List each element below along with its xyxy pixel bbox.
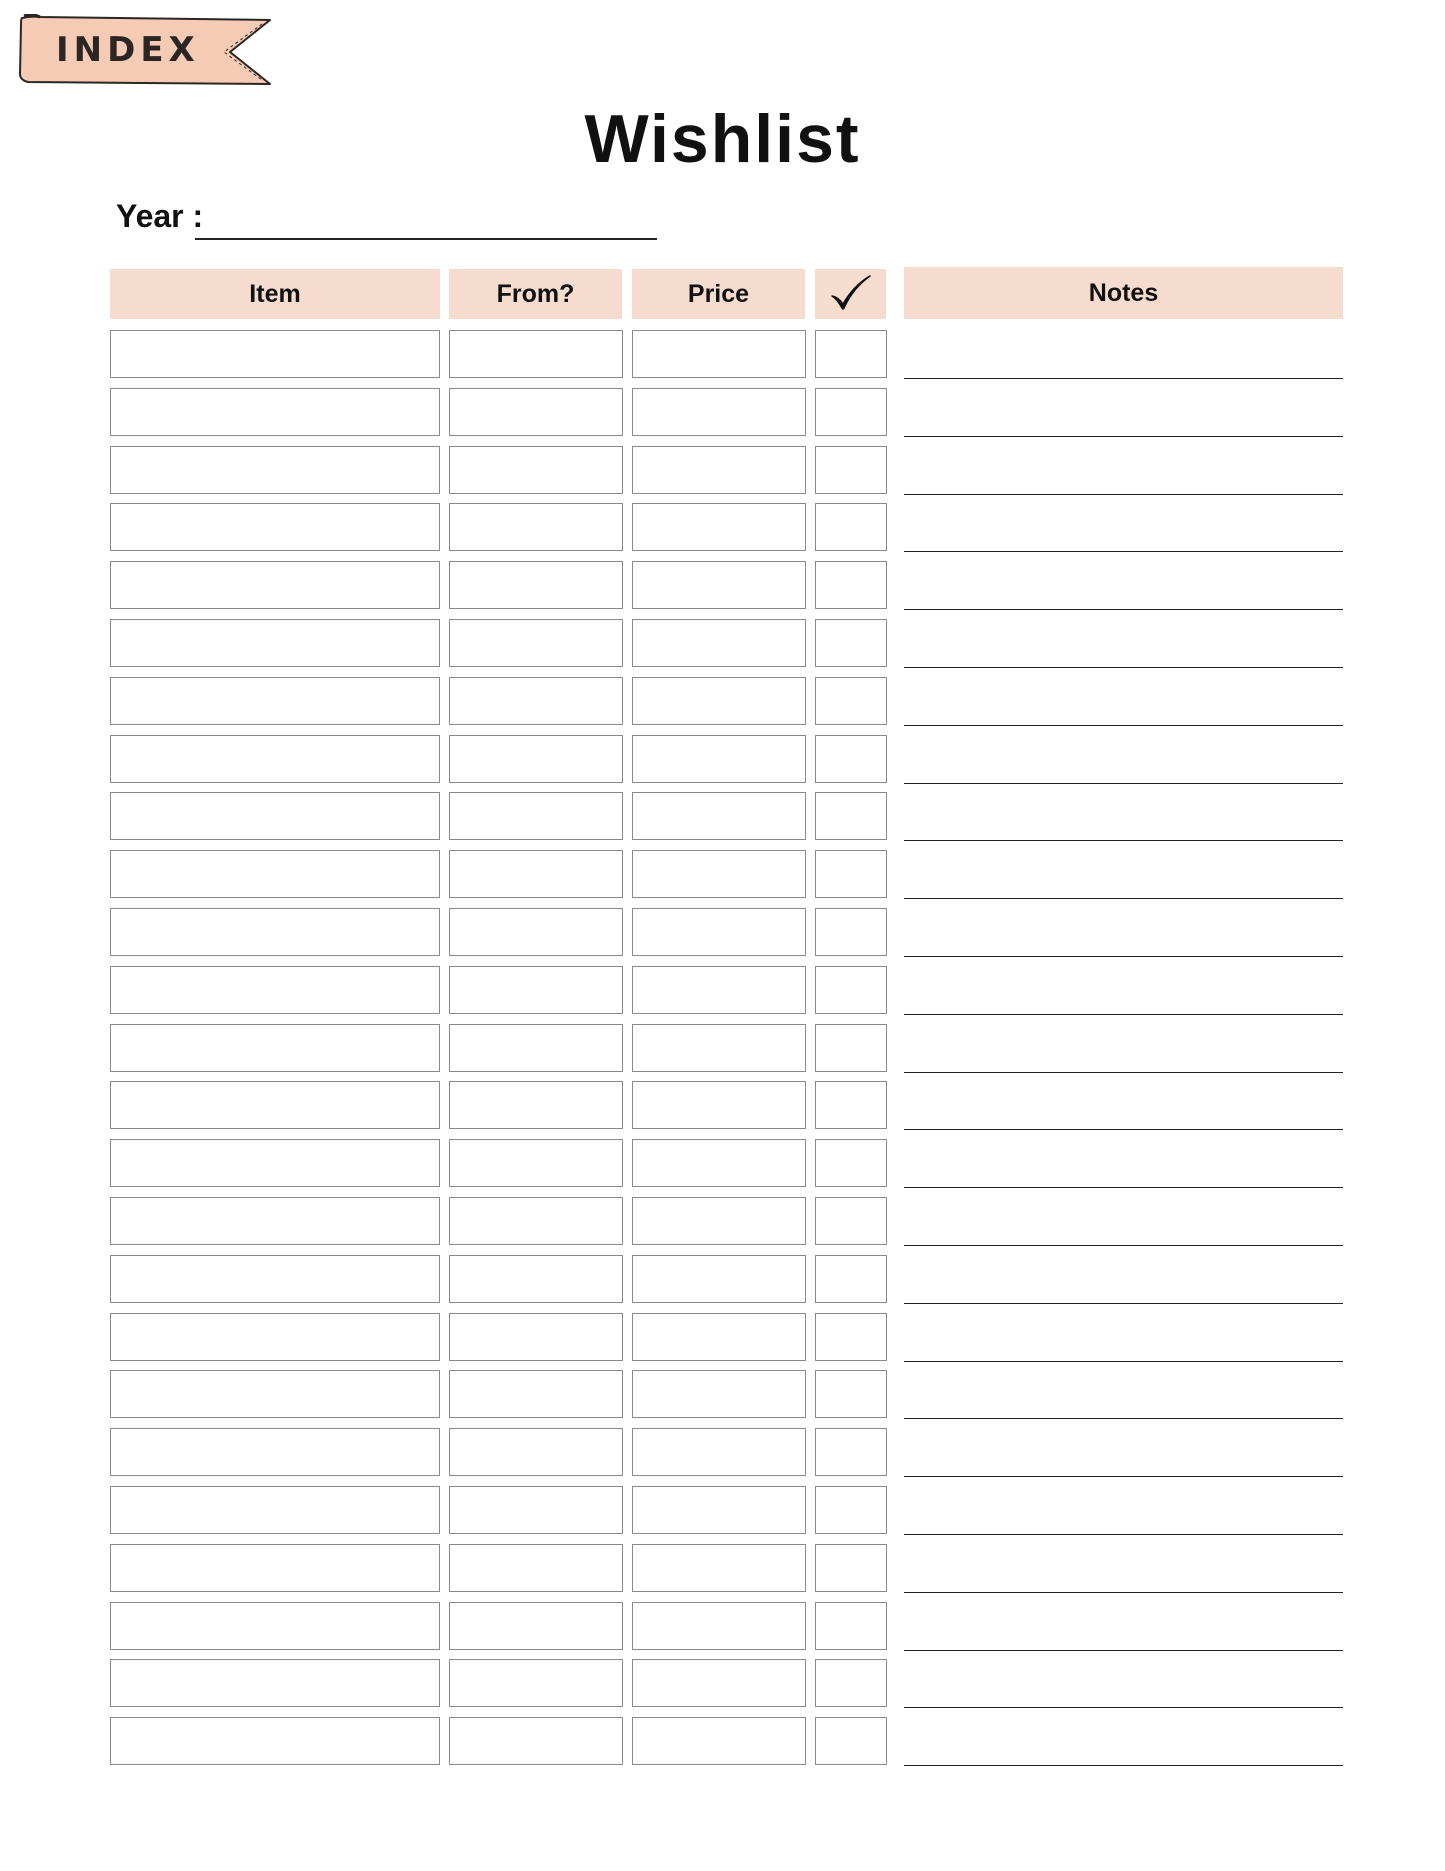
price-cell[interactable] [632,792,806,840]
check-cell[interactable] [815,792,887,840]
index-label: INDEX [56,30,200,70]
note-line[interactable] [904,783,1343,784]
from-cell[interactable] [449,330,623,378]
table-row [0,1024,1445,1074]
from-cell[interactable] [449,792,623,840]
from-cell[interactable] [449,1486,623,1534]
item-cell[interactable] [110,1428,440,1476]
check-cell[interactable] [815,446,887,494]
year-label: Year : [116,198,204,234]
table-row [0,735,1445,785]
price-cell[interactable] [632,1081,806,1129]
item-cell[interactable] [110,1659,440,1707]
table-row [0,330,1445,380]
note-line[interactable] [904,1361,1343,1362]
table-row [0,1313,1445,1363]
check-cell[interactable] [815,330,887,378]
item-cell[interactable] [110,1717,440,1765]
price-cell[interactable] [632,1139,806,1187]
item-cell[interactable] [110,908,440,956]
note-line[interactable] [904,840,1343,841]
from-cell[interactable] [449,1428,623,1476]
price-cell[interactable] [632,1659,806,1707]
price-cell[interactable] [632,561,806,609]
note-line[interactable] [904,1534,1343,1535]
table-row [0,1659,1445,1709]
note-line[interactable] [904,378,1343,379]
note-line[interactable] [904,1418,1343,1419]
table-row [0,1486,1445,1536]
note-line[interactable] [904,1245,1343,1246]
table-row [0,1544,1445,1594]
from-cell[interactable] [449,619,623,667]
from-cell[interactable] [449,1024,623,1072]
check-cell[interactable] [815,1428,887,1476]
item-cell[interactable] [110,966,440,1014]
check-cell[interactable] [815,1717,887,1765]
check-cell[interactable] [815,1370,887,1418]
price-cell[interactable] [632,503,806,551]
price-cell[interactable] [632,388,806,436]
item-cell[interactable] [110,1197,440,1245]
note-line[interactable] [904,667,1343,668]
price-cell[interactable] [632,446,806,494]
check-cell[interactable] [815,1659,887,1707]
item-cell[interactable] [110,792,440,840]
table-row [0,1428,1445,1478]
note-line[interactable] [904,1650,1343,1651]
note-line[interactable] [904,1129,1343,1130]
from-cell[interactable] [449,561,623,609]
price-cell[interactable] [632,1370,806,1418]
from-cell[interactable] [449,388,623,436]
from-cell[interactable] [449,850,623,898]
table-row [0,966,1445,1016]
table-row [0,1717,1445,1767]
item-cell[interactable] [110,1255,440,1303]
from-cell[interactable] [449,966,623,1014]
check-cell[interactable] [815,966,887,1014]
check-cell[interactable] [815,1486,887,1534]
note-line[interactable] [904,1476,1343,1477]
price-cell[interactable] [632,1602,806,1650]
check-cell[interactable] [815,1544,887,1592]
check-cell[interactable] [815,388,887,436]
from-cell[interactable] [449,1659,623,1707]
item-cell[interactable] [110,850,440,898]
item-cell[interactable] [110,561,440,609]
item-cell[interactable] [110,1602,440,1650]
from-cell[interactable] [449,1197,623,1245]
check-cell[interactable] [815,561,887,609]
item-cell[interactable] [110,1024,440,1072]
table-row [0,1255,1445,1305]
from-cell[interactable] [449,908,623,956]
from-cell[interactable] [449,446,623,494]
check-cell[interactable] [815,619,887,667]
item-cell[interactable] [110,1370,440,1418]
price-cell[interactable] [632,966,806,1014]
note-line[interactable] [904,1072,1343,1073]
price-cell[interactable] [632,1024,806,1072]
from-cell[interactable] [449,1081,623,1129]
check-cell[interactable] [815,1024,887,1072]
from-cell[interactable] [449,735,623,783]
table-row [0,619,1445,669]
header-notes-label: Notes [1088,278,1159,307]
table-row [0,850,1445,900]
item-cell[interactable] [110,1081,440,1129]
check-cell[interactable] [815,677,887,725]
note-line[interactable] [904,1707,1343,1708]
item-cell[interactable] [110,1313,440,1361]
item-cell[interactable] [110,735,440,783]
note-line[interactable] [904,609,1343,610]
price-cell[interactable] [632,330,806,378]
table-row [0,677,1445,727]
from-cell[interactable] [449,1717,623,1765]
check-cell[interactable] [815,1313,887,1361]
item-cell[interactable] [110,677,440,725]
price-cell[interactable] [632,677,806,725]
table-row [0,1602,1445,1652]
table-row [0,446,1445,496]
price-cell[interactable] [632,1428,806,1476]
check-cell[interactable] [815,1197,887,1245]
item-cell[interactable] [110,503,440,551]
page-title: Wishlist [584,101,861,177]
item-cell[interactable] [110,388,440,436]
check-cell[interactable] [815,1139,887,1187]
header-price-label: Price [687,279,750,308]
check-cell[interactable] [815,850,887,898]
check-cell[interactable] [815,1081,887,1129]
note-line[interactable] [904,1592,1343,1593]
item-cell[interactable] [110,1544,440,1592]
note-line[interactable] [904,551,1343,552]
header-item-label: Item [249,279,301,308]
table-row [0,503,1445,553]
table-row [0,1139,1445,1189]
note-line[interactable] [904,494,1343,495]
from-cell[interactable] [449,1313,623,1361]
table-row [0,908,1445,958]
from-cell[interactable] [449,677,623,725]
item-cell[interactable] [110,1486,440,1534]
from-cell[interactable] [449,503,623,551]
price-cell[interactable] [632,1255,806,1303]
table-row [0,388,1445,438]
check-cell[interactable] [815,503,887,551]
note-line[interactable] [904,1765,1343,1766]
price-cell[interactable] [632,1313,806,1361]
from-cell[interactable] [449,1255,623,1303]
item-cell[interactable] [110,446,440,494]
note-line[interactable] [904,725,1343,726]
table-row [0,792,1445,842]
price-cell[interactable] [632,619,806,667]
table-row [0,1197,1445,1247]
note-line[interactable] [904,1187,1343,1188]
price-cell[interactable] [632,735,806,783]
from-cell[interactable] [449,1370,623,1418]
from-cell[interactable] [449,1602,623,1650]
check-cell[interactable] [815,1255,887,1303]
price-cell[interactable] [632,850,806,898]
price-cell[interactable] [632,1197,806,1245]
item-cell[interactable] [110,330,440,378]
check-cell[interactable] [815,735,887,783]
table-row [0,561,1445,611]
note-line[interactable] [904,436,1343,437]
note-line[interactable] [904,1014,1343,1015]
header-from-label: From? [496,279,575,308]
item-cell[interactable] [110,1139,440,1187]
item-cell[interactable] [110,619,440,667]
price-cell[interactable] [632,1717,806,1765]
note-line[interactable] [904,956,1343,957]
from-cell[interactable] [449,1139,623,1187]
note-line[interactable] [904,1303,1343,1304]
check-cell[interactable] [815,908,887,956]
price-cell[interactable] [632,908,806,956]
table-row [0,1370,1445,1420]
note-line[interactable] [904,898,1343,899]
price-cell[interactable] [632,1544,806,1592]
check-cell[interactable] [815,1602,887,1650]
from-cell[interactable] [449,1544,623,1592]
price-cell[interactable] [632,1486,806,1534]
table-row [0,1081,1445,1131]
